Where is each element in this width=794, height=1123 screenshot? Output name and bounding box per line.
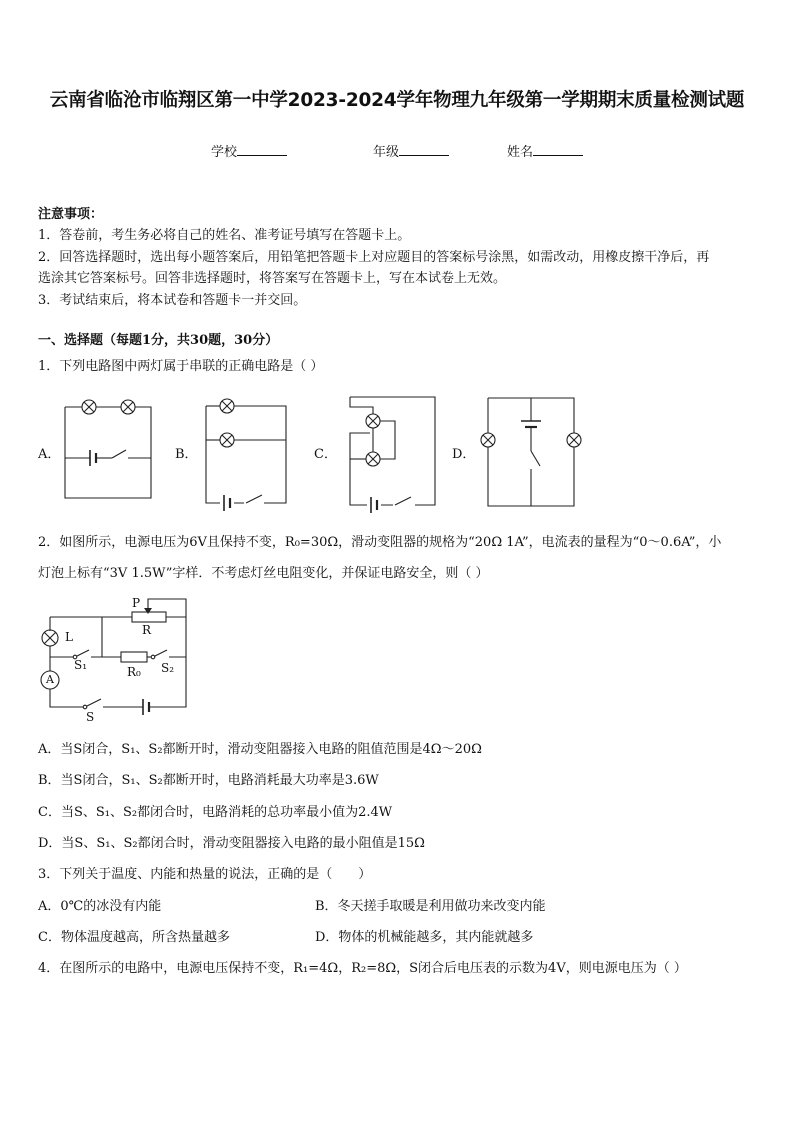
notice-item-2-cont: 选涂其它答案标号。回答非选择题时，将答案写在答题卡上，写在本试卷上无效。 xyxy=(38,271,507,286)
name-label: 姓名 xyxy=(507,145,534,160)
q3-option-a: A．0℃的冰没有内能 xyxy=(38,899,162,914)
q2-label-r0: R₀ xyxy=(127,665,141,679)
school-blank xyxy=(237,142,287,156)
q2-label-s: S xyxy=(86,710,95,724)
q2-label-p: P xyxy=(132,596,141,610)
school-field xyxy=(211,141,287,160)
q2-option-b: B．当S闭合，S₁、S₂都断开时，电路消耗最大功率是3.6W xyxy=(38,773,379,788)
circuit-a-diagram xyxy=(60,395,160,507)
notice-item-2: 2．回答选择题时，选出每小题答案后，用铅笔把答题卡上对应题目的答案标号涂黑，如需改动，用橡皮擦干净后，再 xyxy=(38,250,710,265)
q4-stem: 4．在图所示的电路中，电源电压保持不变，R₁=4Ω，R₂=8Ω，S闭合后电压表的示数为4V，则电源电压为（ ） xyxy=(38,961,687,976)
q2-label-s1: S₁ xyxy=(74,658,88,672)
notice-heading: 注意事项： xyxy=(38,207,104,222)
q1-label-a: A． xyxy=(38,447,61,462)
grade-label: 年级 xyxy=(373,145,400,160)
q3-option-c: C．物体温度越高，所含热量越多 xyxy=(38,930,230,945)
q2-option-c: C．当S、S₁、S₂都闭合时，电路消耗的总功率最小值为2.4W xyxy=(38,805,393,820)
q2-option-d: D．当S、S₁、S₂都闭合时，滑动变阻器接入电路的最小阻值是15Ω xyxy=(38,836,425,851)
q2-option-a: A．当S闭合，S₁、S₂都断开时，滑动变阻器接入电路的阻值范围是4Ω～20Ω xyxy=(38,742,482,757)
grade-field xyxy=(373,141,449,160)
page-title: 云南省临沧市临翔区第一中学2023-2024学年物理九年级第一学期期末质量检测试题 xyxy=(49,90,745,111)
section-heading: 一、选择题（每题1分，共30题，30分） xyxy=(38,333,279,348)
school-label: 学校 xyxy=(211,145,238,160)
q3-stem: 3．下列关于温度、内能和热量的说法，正确的是（ ） xyxy=(38,867,372,882)
q3-option-d: D．物体的机械能越多，其内能就越多 xyxy=(315,930,534,945)
name-blank xyxy=(533,142,583,156)
circuit-b-diagram xyxy=(200,395,300,507)
name-field xyxy=(507,141,583,160)
notice-item-3: 3．考试结束后，将本试卷和答题卡一并交回。 xyxy=(38,293,307,308)
q3-option-b: B．冬天搓手取暖是利用做功来改变内能 xyxy=(315,899,546,914)
q2-label-r: R xyxy=(142,623,152,637)
q2-circuit-diagram xyxy=(35,595,195,725)
notice-item-1: 1．答卷前，考生务必将自己的姓名、准考证号填写在答题卡上。 xyxy=(38,228,411,243)
q1-label-d: D． xyxy=(452,447,476,462)
circuit-d-diagram xyxy=(478,393,588,515)
q2-label-s2: S₂ xyxy=(161,661,175,675)
circuit-c-diagram xyxy=(345,393,440,511)
q2-stem-line1: 2．如图所示，电源电压为6V且保持不变，R₀=30Ω，滑动变阻器的规格为“20Ω 1A”，电流表的量程为“0～0.6A”，小 xyxy=(38,535,722,550)
q1-stem: 1．下列电路图中两灯属于串联的正确电路是（ ） xyxy=(38,359,324,374)
q2-label-l: L xyxy=(65,630,73,644)
q2-ammeter-label: A xyxy=(46,673,54,686)
q1-label-c: C． xyxy=(314,447,337,462)
q1-label-b: B． xyxy=(175,447,198,462)
q2-stem-line2: 灯泡上标有“3V 1.5W”字样．不考虑灯丝电阻变化，并保证电路安全，则（ ） xyxy=(38,566,489,581)
grade-blank xyxy=(399,142,449,156)
